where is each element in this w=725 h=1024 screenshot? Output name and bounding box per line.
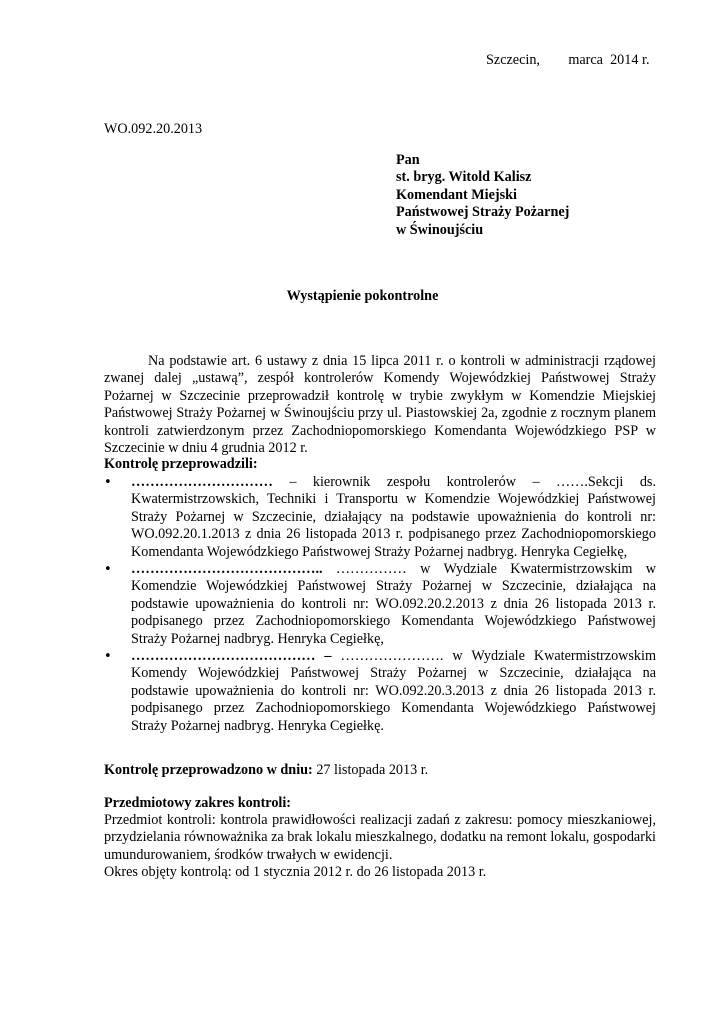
place-and-date: Szczecin, marca 2014 r. <box>486 52 650 68</box>
scope-period: Okres objęty kontrolą: od 1 stycznia 2012 r. do 26 listopada 2013 r. <box>104 864 487 881</box>
controller-name-placeholder: ………………………………… – <box>131 648 332 665</box>
controllers-heading: Kontrolę przeprowadzili: <box>104 456 258 472</box>
recipient-line: Pan <box>396 152 420 168</box>
recipient-line: st. bryg. Witold Kalisz <box>396 169 532 186</box>
list-item <box>104 474 656 561</box>
controller-description: …………… w Wydziale Kwatermistrzowskim w Komendzie Wojewódzkiej Państwowej Straży Pożarnej w Szczecinie, działająca na podstawie upoważnienia do kontroli nr: WO.092.20.2.2013 z dnia 26 listopada 2013 r. podpisanego przez Zachodniopomorskiego Komendanta Wojewódzkiego Państwowej Straży Pożarnej nadbryg. Henryka Cegiełkę, <box>131 561 656 647</box>
reference-number: WO.092.20.2013 <box>104 121 203 137</box>
bullet-icon: • <box>104 562 112 578</box>
recipient-address <box>396 152 569 239</box>
controller-description: …………………. w Wydziale Kwatermistrzowskim Komendy Wojewódzkiej Państwowej Straży Pożarnej w Szczecinie, działająca na podstawie upoważnienia do kontroli nr: WO.092.20.3.2013 z dnia 26 listopada 2013 r. podpisanego przez Zachodniopomorskiego Komendanta Wojewódzkiego Państwowej Straży Pożarnej nadbryg. Henryka Cegiełkę. <box>131 648 657 734</box>
bullet-icon: • <box>104 649 112 665</box>
control-date-label: Kontrolę przeprowadzono w dniu: <box>104 762 313 778</box>
controller-name-placeholder: ………………………………….. <box>131 561 323 578</box>
recipient-line: Państwowej Straży Pożarnej <box>396 204 570 221</box>
list-item <box>104 648 656 735</box>
controllers-list <box>104 474 656 735</box>
bullet-icon: • <box>104 475 112 490</box>
controller-description: – kierownik zespołu kontrolerów – …….Sekcji ds. Kwatermistrzowskich, Techniki i Transportu w Komendzie Wojewódzkiej Państwowej Straży Pożarnej w Szczecinie, działający na podstawie upoważnienia do kontroli nr: WO.092.20.1.2013 z dnia 26 listopada 2013 r. podpisanego przez Zachodniopomorskiego Komendanta Wojewódzkiego Państwowej Straży Pożarnej nadbryg. Henryka Cegiełkę, <box>131 474 656 560</box>
recipient-line: w Świnoujściu <box>396 221 484 238</box>
control-date-value: 27 listopada 2013 r. <box>312 762 429 778</box>
controller-name-placeholder: ………………………… <box>131 474 273 490</box>
scope-subject: Przedmiot kontroli: kontrola prawidłowości realizacji zadań z zakresu: pomocy mieszkaniowej, przydzielania równoważnika za brak lokalu mieszkalnego, dodatku na remont lokalu, gospodarki umundurowaniem, środków trwałych w ewidencji. <box>104 812 656 863</box>
scope-section <box>104 812 656 882</box>
list-item <box>104 561 656 648</box>
recipient-line: Komendant Miejski <box>396 186 517 203</box>
scope-heading: Przedmiotowy zakres kontroli: <box>104 795 292 811</box>
intro-paragraph: Na podstawie art. 6 ustawy z dnia 15 lipca 2011 r. o kontroli w administracji rządowej zwanej dalej „ustawą”, zespół kontrolerów Komendy Wojewódzkiej Państwowej Straży Pożarnej w Szczecinie przeprowadził kontrolę w trybie zwykłym w Komendzie Miejskiej Państwowej Straży Pożarnej w Świnoujściu przy ul. Piastowskiej 2a, zgodnie z rocznym planem kontroli zatwierdzonym przez Zachodniopomorskiego Komendanta Wojewódzkiego PSP w Szczecinie w dniu 4 grudnia 2012 r. <box>104 353 656 457</box>
control-date <box>104 762 656 779</box>
document-title: Wystąpienie pokontrolne <box>286 288 439 304</box>
